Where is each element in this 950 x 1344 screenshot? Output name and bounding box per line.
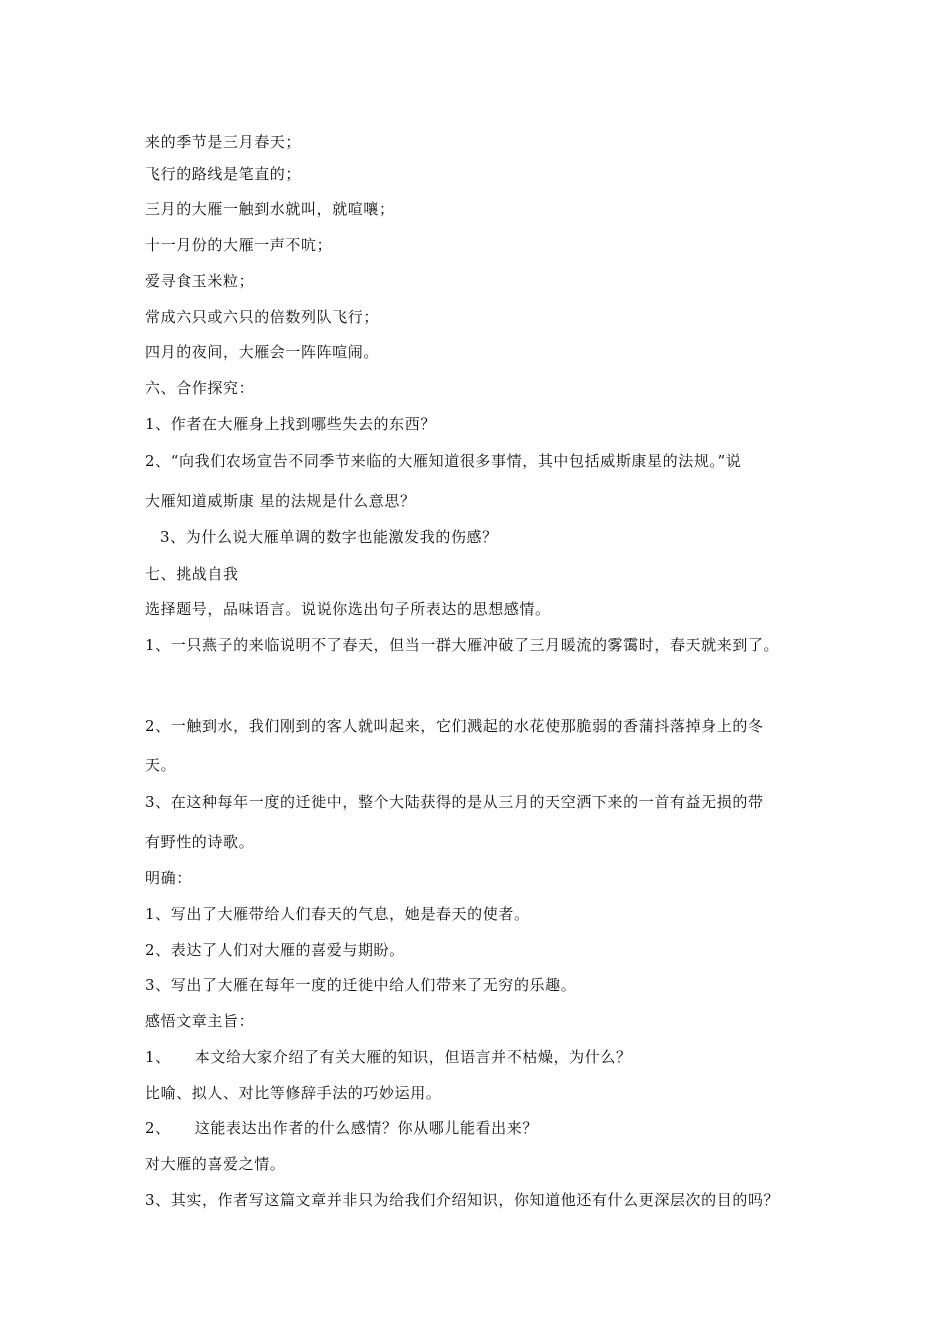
question-item: 2、一触到水，我们刚到的客人就叫起来，它们溅起的水花使那脆弱的香蒲抖落掉身上的冬 (145, 717, 764, 735)
question-text: 本文给大家介绍了有关大雁的知识，但语言并不枯燥，为什么？ (194, 1048, 632, 1066)
answer-item: 2、表达了人们对大雁的喜爱与期盼。 (145, 941, 405, 959)
question-item (145, 1047, 632, 1067)
text-line: 来的季节是三月春天； (145, 133, 302, 151)
answer-item: 1、写出了大雁带给人们春天的气息，她是春天的使者。 (145, 905, 530, 923)
text-line: 四月的夜间，大雁会一阵阵喧闹。 (145, 343, 380, 361)
question-item: 3、其实，作者写这篇文章并非只为给我们介绍知识，你知道他还有什么更深层次的目的吗？ (145, 1191, 780, 1209)
section-heading: 七、挑战自我 (145, 565, 239, 583)
question-number: 2、 (145, 1119, 171, 1137)
section-heading: 六、合作探究： (145, 379, 255, 397)
question-item (145, 1118, 538, 1138)
question-item: 1、作者在大雁身上找到哪些失去的东西？ (145, 415, 436, 433)
text-line: 大雁知道威斯康 星的法规是什么意思？ (145, 492, 416, 510)
text-line: 三月的大雁一触到水就叫，就喧嚷； (145, 200, 395, 218)
text-line: 飞行的路线是笔直的； (145, 165, 302, 183)
answer-item: 比喻、拟人、对比等修辞手法的巧妙运用。 (145, 1084, 442, 1102)
text-line: 常成六只或六只的倍数列队飞行； (145, 308, 380, 326)
text-line: 选择题号，品味语言。说说你选出句子所表达的思想感情。 (145, 600, 551, 618)
text-line: 天。 (145, 756, 177, 774)
text-line: 有野性的诗歌。 (145, 833, 255, 851)
answer-item: 3、写出了大雁在每年一度的迁徙中给人们带来了无穷的乐趣。 (145, 976, 577, 994)
answer-heading: 明确： (145, 869, 192, 887)
text-line: 十一月份的大雁一声不吭； (145, 236, 333, 254)
section-heading: 感悟文章主旨： (145, 1012, 255, 1030)
answer-item: 对大雁的喜爱之情。 (145, 1155, 286, 1173)
text-line: 爱寻食玉米粒； (145, 272, 255, 290)
question-item: 3、为什么说大雁单调的数字也能激发我的伤感？ (160, 528, 498, 546)
question-item: 3、在这种每年一度的迁徙中，整个大陆获得的是从三月的天空洒下来的一首有益无损的带 (145, 793, 764, 811)
question-text: 这能表达出作者的什么感情？你从哪儿能看出来？ (194, 1119, 538, 1137)
question-item: 2、“向我们农场宣告不同季节来临的大雁知道很多事情，其中包括威斯康星的法规。”说 (145, 452, 742, 470)
question-item: 1、一只燕子的来临说明不了春天，但当一群大雁冲破了三月暖流的雾霭时，春天就来到了。 (145, 636, 780, 654)
question-number: 1、 (145, 1048, 171, 1066)
